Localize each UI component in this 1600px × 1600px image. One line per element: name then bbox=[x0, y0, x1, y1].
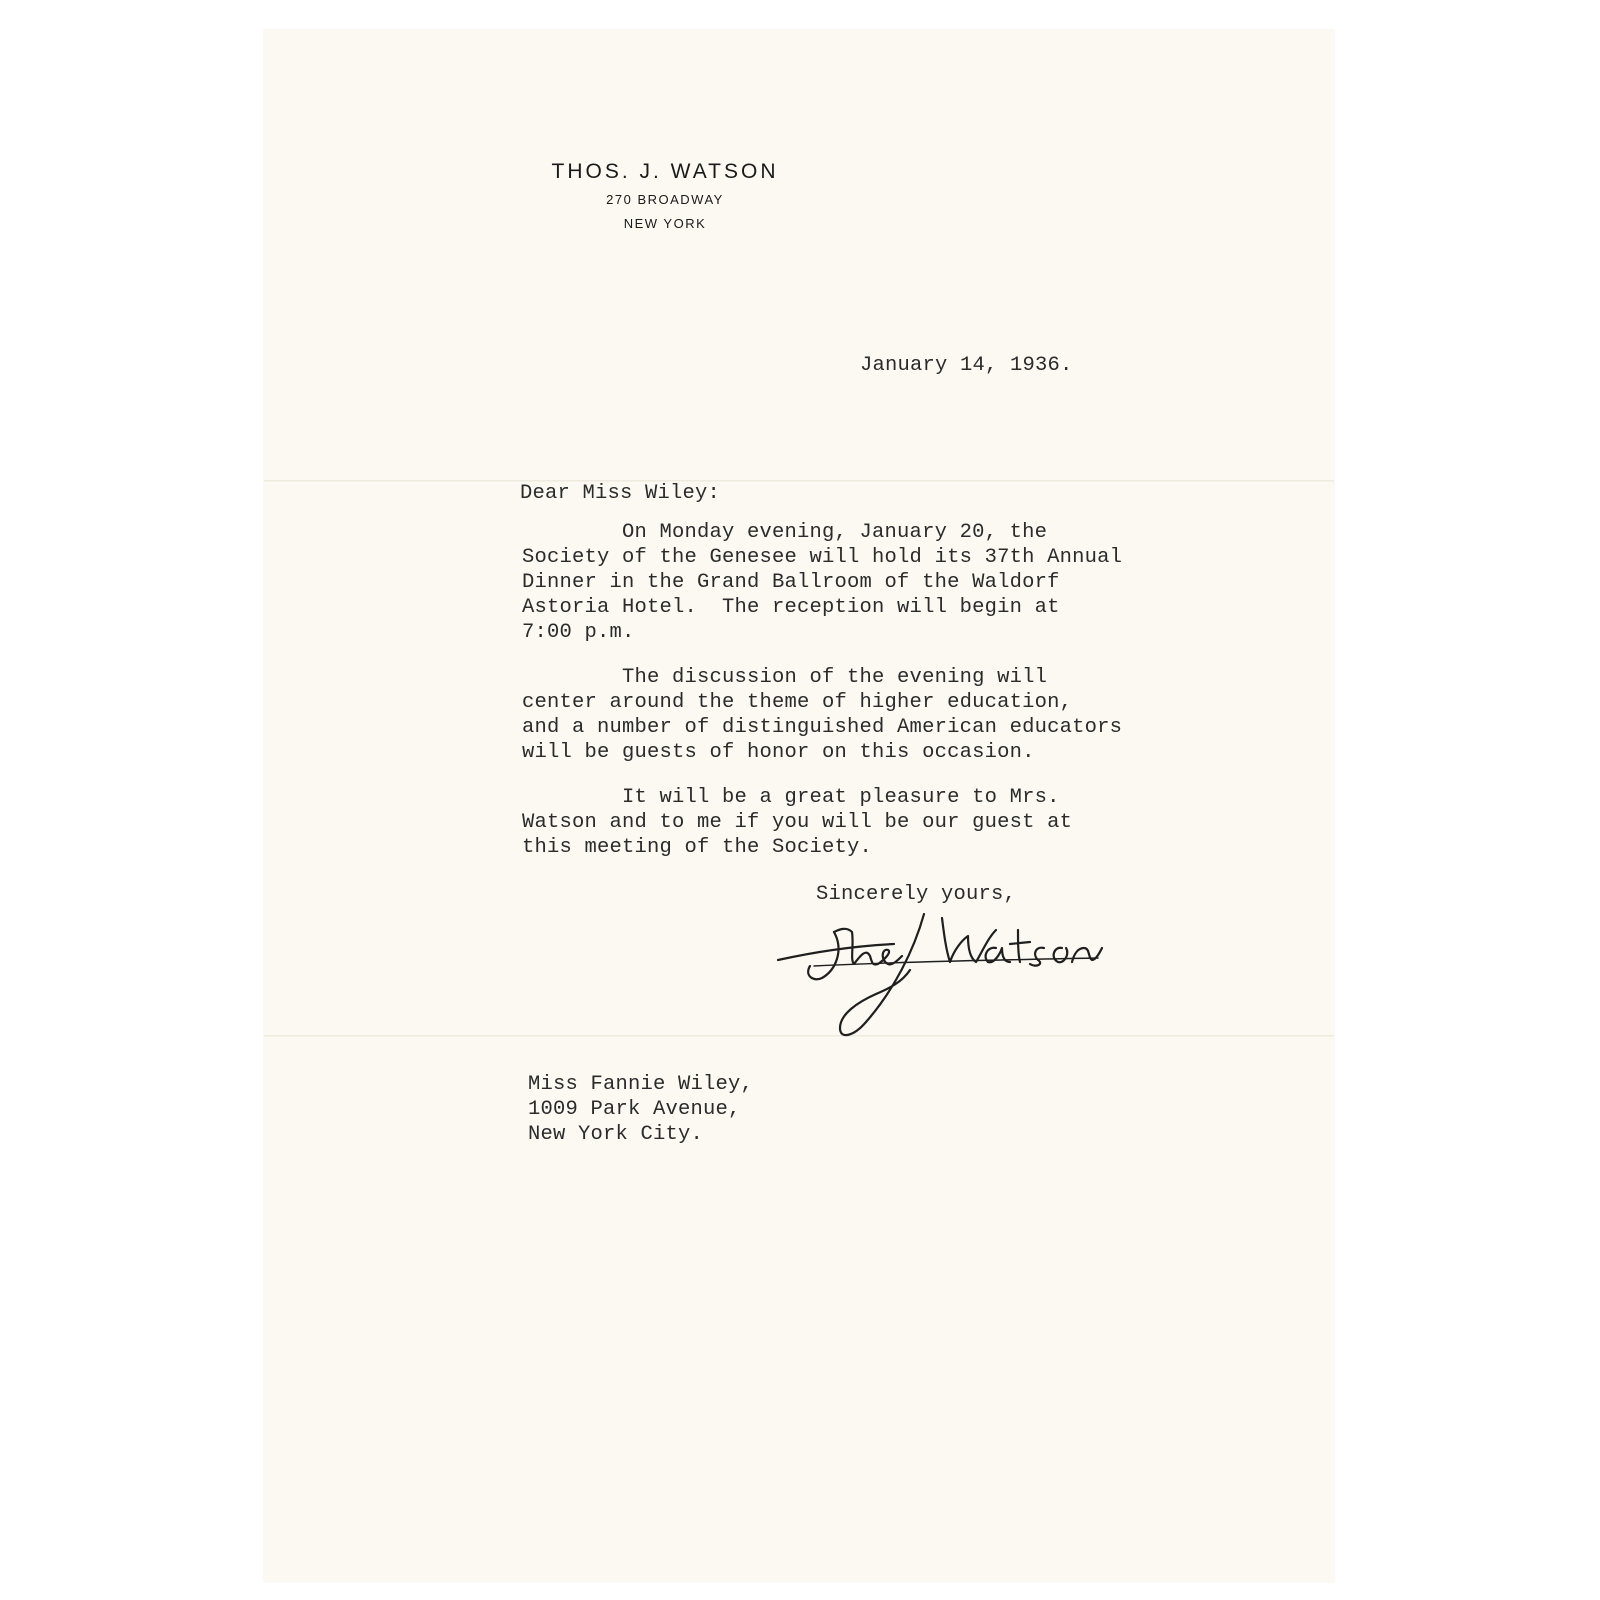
letterhead-name: THOS. J. WATSON bbox=[551, 160, 779, 183]
salutation: Dear Miss Wiley: bbox=[520, 482, 721, 505]
letter-date: January 14, 1936. bbox=[860, 354, 1073, 377]
letterhead-city: NEW YORK bbox=[623, 216, 707, 231]
letterhead-address: 270 BROADWAY bbox=[606, 192, 724, 207]
recipient-address bbox=[528, 1072, 753, 1147]
signature-image bbox=[774, 890, 1104, 1050]
recipient-name: Miss Fannie Wiley, bbox=[528, 1073, 754, 1096]
fold-line bbox=[264, 480, 1334, 482]
body-paragraph: On Monday evening, January 20, the Society of the Genesee will hold its 37th Annual Dinner in the Grand Ballroom of the Waldorf Astoria Hotel. The reception will begin at 7:00 p.m. bbox=[522, 521, 1123, 644]
recipient-street: 1009 Park Avenue, bbox=[528, 1098, 741, 1121]
body-paragraph: It will be a great pleasure to Mrs. Watson and to me if you will be our guest at this meeting of the Society. bbox=[522, 786, 1073, 859]
recipient-city: New York City. bbox=[528, 1123, 704, 1146]
body-paragraph: The discussion of the evening will center around the theme of higher education, and a number of distinguished American educators will be guests of honor on this occasion. bbox=[522, 666, 1123, 764]
letter-page bbox=[264, 30, 1334, 1582]
closing: Sincerely yours, bbox=[816, 883, 1017, 906]
